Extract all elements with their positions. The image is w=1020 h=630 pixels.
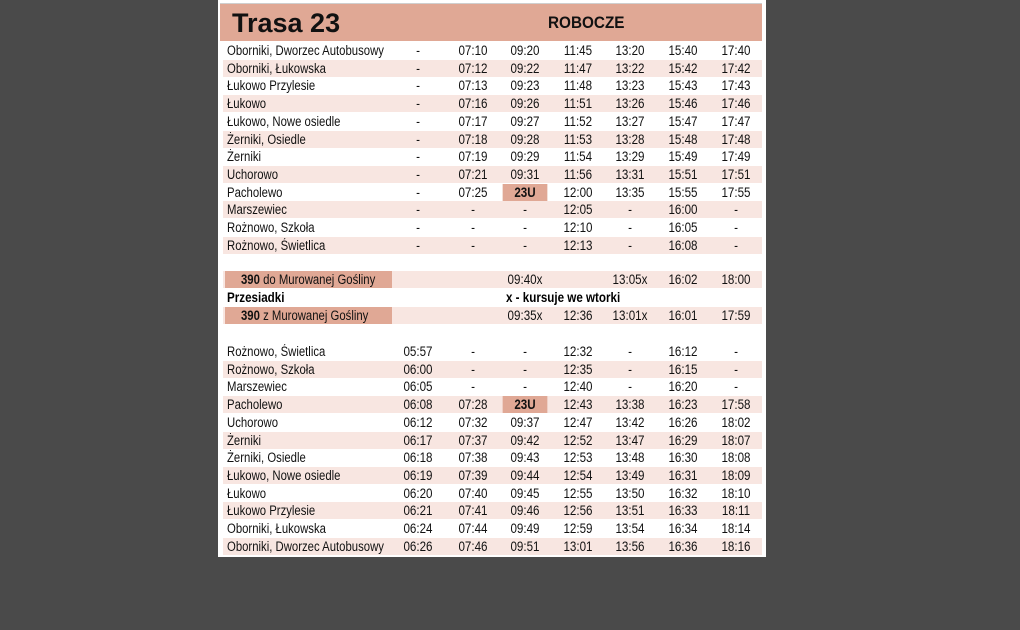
- departure-time: -: [471, 344, 475, 359]
- departure-time: 17:58: [721, 397, 751, 413]
- stop-name: Rożnowo, Świetlica: [227, 344, 326, 359]
- departure-time: 18:09: [721, 467, 751, 483]
- departure-time: 07:28: [458, 397, 488, 413]
- departure-time: 12:59: [563, 521, 593, 536]
- departure-time: -: [734, 237, 738, 253]
- departure-time: 07:16: [458, 96, 488, 112]
- departure-time: 11:47: [563, 60, 593, 76]
- departure-time: 17:47: [721, 113, 751, 129]
- transfers-label: Przesiadki: [227, 290, 285, 305]
- day-type-label: ROBOCZE: [548, 13, 625, 32]
- departure-time: 11:56: [563, 166, 593, 182]
- departure-time: 13:56: [615, 538, 645, 554]
- departure-time: 16:34: [668, 521, 698, 536]
- transfer-line-row: [223, 307, 762, 324]
- departure-time: 15:49: [668, 149, 698, 165]
- departure-time: 07:17: [458, 113, 488, 129]
- departure-time: 13:01: [563, 538, 593, 554]
- departure-time: -: [734, 344, 738, 359]
- stop-name: Łukowo: [227, 485, 267, 501]
- departure-time: 16:00: [668, 202, 698, 218]
- stop-name: Łukowo Przylesie: [227, 503, 316, 519]
- departure-time: -: [416, 202, 420, 218]
- departure-time: 16:05: [668, 220, 698, 235]
- departure-time: 16:30: [668, 450, 698, 466]
- departure-time: 09:27: [510, 113, 540, 129]
- line-label: [241, 307, 368, 324]
- departure-time: 09:29: [510, 149, 540, 165]
- departure-time: 09:43: [510, 450, 540, 466]
- stop-name: Rożnowo, Szkoła: [227, 361, 315, 377]
- departure-time: 17:40: [721, 43, 751, 58]
- stop-name: Pacholewo: [227, 397, 283, 413]
- stop-name: Oborniki, Łukowska: [227, 60, 326, 76]
- departure-time: -: [523, 379, 527, 395]
- timetable-row: [223, 520, 762, 537]
- departure-time: 06:21: [403, 503, 433, 519]
- line-direction: z Murowanej Gośliny: [263, 308, 369, 323]
- timetable-row: [223, 131, 762, 148]
- departure-time: 15:43: [668, 78, 698, 94]
- stop-name: Oborniki, Łukowska: [227, 521, 326, 536]
- departure-time: 09:31: [510, 166, 540, 182]
- route-title: Trasa 23: [232, 8, 341, 38]
- departure-time: 16:23: [668, 397, 698, 413]
- departure-time: 07:21: [458, 166, 488, 182]
- departure-time: 16:15: [668, 361, 698, 377]
- departure-time: 16:12: [668, 344, 698, 359]
- departure-time: 07:40: [458, 485, 488, 501]
- line-direction: do Murowanej Gośliny: [263, 272, 376, 287]
- line-label: [241, 271, 375, 288]
- timetable-row: [223, 237, 762, 254]
- timetable-row: [223, 414, 762, 431]
- timetable-row: [223, 343, 762, 360]
- departure-time: 09:37: [510, 414, 540, 430]
- departure-time: 07:19: [458, 149, 488, 165]
- departure-time: 06:12: [403, 414, 433, 430]
- departure-time: 12:35: [563, 361, 593, 377]
- departure-time: 23U: [503, 184, 548, 201]
- departure-time: 13:50: [615, 485, 645, 501]
- departure-time: 12:10: [563, 220, 593, 235]
- departure-time: -: [416, 237, 420, 253]
- line-tag: [225, 307, 392, 324]
- departure-time: 11:52: [563, 113, 593, 129]
- stop-name: Uchorowo: [227, 166, 279, 182]
- departure-time: 13:38: [615, 397, 645, 413]
- stop-name: Żerniki: [227, 432, 262, 448]
- departure-time: 16:08: [668, 237, 698, 253]
- departure-time: -: [523, 344, 527, 359]
- departure-time: -: [628, 344, 632, 359]
- departure-time: -: [416, 184, 420, 200]
- line-tag: [225, 271, 392, 288]
- departure-time: 07:44: [458, 521, 488, 536]
- departure-time: -: [416, 96, 420, 112]
- departure-time: 15:46: [668, 96, 698, 112]
- timetable-row: [223, 60, 762, 77]
- departure-time: 12:56: [563, 503, 593, 519]
- departure-time: 09:51: [510, 538, 540, 554]
- stop-name: Żerniki: [227, 149, 262, 165]
- departure-time: 16:29: [668, 432, 698, 448]
- departure-time: 17:48: [721, 131, 751, 147]
- departure-time: 12:40: [563, 379, 593, 395]
- departure-time: 06:08: [403, 397, 433, 413]
- stop-name: Łukowo: [227, 96, 267, 112]
- departure-time: 13:23: [615, 78, 645, 94]
- stop-name: Żerniki, Osiedle: [227, 450, 306, 466]
- timetable-header: [220, 3, 762, 41]
- departure-time: 06:26: [403, 538, 433, 554]
- departure-time: -: [734, 361, 738, 377]
- departure-time: -: [416, 131, 420, 147]
- departure-time: -: [523, 202, 527, 218]
- departure-time: 17:51: [721, 166, 751, 182]
- departure-time: 13:22: [615, 60, 645, 76]
- departure-time: 13:42: [615, 414, 645, 430]
- departure-time: 16:32: [668, 485, 698, 501]
- departure-time: 09:46: [510, 503, 540, 519]
- departure-time: 07:41: [458, 503, 488, 519]
- departure-time: 09:35x: [507, 308, 543, 323]
- departure-time: 07:39: [458, 467, 488, 483]
- departure-time: 13:27: [615, 113, 645, 129]
- stop-name: Łukowo, Nowe osiedle: [227, 467, 341, 483]
- departure-time: 13:31: [615, 166, 645, 182]
- departure-time: 06:20: [403, 485, 433, 501]
- line-number: 390: [241, 308, 260, 323]
- departure-time: 16:36: [668, 538, 698, 554]
- departure-time: 13:01x: [612, 308, 648, 323]
- stop-name: Oborniki, Dworzec Autobusowy: [227, 538, 384, 554]
- departure-time: 13:47: [615, 432, 645, 448]
- departure-time: 17:59: [721, 308, 751, 323]
- departure-time: 06:19: [403, 467, 433, 483]
- departure-time: 17:43: [721, 78, 751, 94]
- departure-time: 11:45: [563, 43, 593, 58]
- departure-time: -: [416, 43, 420, 58]
- timetable-row: [223, 184, 762, 201]
- departure-time: -: [628, 202, 632, 218]
- timetable-row: [223, 396, 762, 413]
- departure-time: 16:26: [668, 414, 698, 430]
- timetable-row: [223, 449, 762, 466]
- line-number: 390: [241, 272, 260, 287]
- timetable-row: [223, 485, 762, 502]
- departure-time: -: [734, 379, 738, 395]
- departure-time: 16:31: [668, 467, 698, 483]
- departure-time: 16:02: [668, 272, 698, 287]
- departure-time: 09:40x: [507, 272, 543, 287]
- timetable-row: [223, 467, 762, 484]
- departure-time: -: [416, 60, 420, 76]
- timetable-row: [223, 42, 762, 59]
- departure-time: 16:01: [668, 308, 698, 323]
- departure-time: 07:25: [458, 184, 488, 200]
- departure-time: 12:47: [563, 414, 593, 430]
- departure-time: 18:10: [721, 485, 751, 501]
- departure-time: -: [416, 220, 420, 235]
- timetable-sheet: [218, 0, 766, 557]
- departure-time: 09:42: [510, 432, 540, 448]
- departure-time: -: [628, 237, 632, 253]
- departure-time: 11:53: [563, 131, 593, 147]
- departure-time: 09:28: [510, 131, 540, 147]
- departure-time: 06:18: [403, 450, 433, 466]
- timetable-row: [223, 502, 762, 519]
- departure-time: 12:52: [563, 432, 593, 448]
- departure-time: -: [628, 220, 632, 235]
- transfer-line-row: [223, 271, 762, 288]
- departure-time: 17:46: [721, 96, 751, 112]
- transfers-footnote: x - kursuje we wtorki: [506, 290, 621, 305]
- departure-time: 16:20: [668, 379, 698, 395]
- departure-time: 07:37: [458, 432, 488, 448]
- departure-time: 09:49: [510, 521, 540, 536]
- departure-time: 09:44: [510, 467, 540, 483]
- stop-name: Oborniki, Dworzec Autobusowy: [227, 43, 384, 58]
- departure-time: 15:40: [668, 43, 698, 58]
- departure-time: 12:54: [563, 467, 593, 483]
- departure-time: 16:33: [668, 503, 698, 519]
- departure-time: -: [523, 361, 527, 377]
- departure-time: -: [416, 78, 420, 94]
- departure-time: 12:55: [563, 485, 593, 501]
- departure-time: 06:00: [403, 361, 433, 377]
- departure-time: 12:32: [563, 344, 593, 359]
- departure-time: 13:48: [615, 450, 645, 466]
- departure-time: 12:43: [563, 397, 593, 413]
- departure-time: 09:26: [510, 96, 540, 112]
- departure-time: -: [734, 202, 738, 218]
- departure-time: 17:49: [721, 149, 751, 165]
- stop-name: Marszewiec: [227, 202, 287, 218]
- stop-name: Rożnowo, Świetlica: [227, 237, 326, 253]
- stop-name: Łukowo, Nowe osiedle: [227, 113, 341, 129]
- departure-time: 18:08: [721, 450, 751, 466]
- departure-time: 13:51: [615, 503, 645, 519]
- departure-time: -: [416, 166, 420, 182]
- departure-time: 09:22: [510, 60, 540, 76]
- transfers-row: [223, 289, 762, 306]
- timetable-row: [223, 361, 762, 378]
- departure-time: 23U: [503, 396, 548, 413]
- departure-time: 07:18: [458, 131, 488, 147]
- departure-time: 12:36: [563, 308, 593, 323]
- departure-time: 13:20: [615, 43, 645, 58]
- departure-time: 13:35: [615, 184, 645, 200]
- departure-time: -: [471, 202, 475, 218]
- timetable-row: [223, 113, 762, 130]
- departure-time: 13:28: [615, 131, 645, 147]
- departure-time: 06:05: [403, 379, 433, 395]
- departure-time: 09:20: [510, 43, 540, 58]
- departure-time: 09:23: [510, 78, 540, 94]
- departure-time: 15:55: [668, 184, 698, 200]
- timetable-row: [223, 378, 762, 395]
- departure-time: 11:54: [563, 149, 593, 165]
- stop-name: Żerniki, Osiedle: [227, 131, 306, 147]
- stop-name: Łukowo Przylesie: [227, 78, 316, 94]
- departure-time: 13:49: [615, 467, 645, 483]
- timetable-row: [223, 219, 762, 236]
- departure-time: -: [471, 361, 475, 377]
- departure-time: 05:57: [403, 344, 433, 359]
- departure-time: -: [471, 237, 475, 253]
- departure-time: 15:48: [668, 131, 698, 147]
- departure-time: -: [628, 379, 632, 395]
- departure-time: 07:32: [458, 414, 488, 430]
- departure-time: -: [471, 379, 475, 395]
- timetable-row: [223, 538, 762, 555]
- departure-time: -: [416, 113, 420, 129]
- timetable-row: [223, 95, 762, 112]
- departure-time: 12:05: [563, 202, 593, 218]
- departure-time: 18:00: [721, 272, 751, 287]
- departure-time: -: [523, 237, 527, 253]
- departure-time: 18:16: [721, 538, 751, 554]
- departure-time: 18:14: [721, 521, 751, 536]
- departure-time: 06:17: [403, 432, 433, 448]
- departure-time: 13:05x: [612, 272, 648, 287]
- departure-time: 06:24: [403, 521, 433, 536]
- departure-time: 11:48: [563, 78, 593, 94]
- departure-time: 12:53: [563, 450, 593, 466]
- departure-time: 12:00: [563, 184, 593, 200]
- departure-time: 13:29: [615, 149, 645, 165]
- departure-time: -: [416, 149, 420, 165]
- stop-name: Marszewiec: [227, 379, 287, 395]
- departure-time: 11:51: [563, 96, 593, 112]
- timetable-row: [223, 432, 762, 449]
- departure-time: 15:47: [668, 113, 698, 129]
- departure-time: 18:02: [721, 414, 751, 430]
- stop-name: Uchorowo: [227, 414, 279, 430]
- departure-time: 13:26: [615, 96, 645, 112]
- stop-name: Rożnowo, Szkoła: [227, 220, 315, 235]
- departure-time: -: [628, 361, 632, 377]
- timetable-row: [223, 166, 762, 183]
- departure-time: -: [523, 220, 527, 235]
- timetable-row: [223, 201, 762, 218]
- timetable-row: [223, 77, 762, 94]
- departure-time: 15:42: [668, 60, 698, 76]
- departure-time: 07:10: [458, 43, 488, 58]
- departure-time: 17:42: [721, 60, 751, 76]
- departure-time: 09:45: [510, 485, 540, 501]
- departure-time: 17:55: [721, 184, 751, 200]
- departure-time: 07:13: [458, 78, 488, 94]
- departure-time: 13:54: [615, 521, 645, 536]
- departure-time: 15:51: [668, 166, 698, 182]
- departure-time: 18:11: [721, 503, 751, 519]
- stop-name: Pacholewo: [227, 184, 283, 200]
- departure-time: 07:38: [458, 450, 488, 466]
- departure-time: -: [734, 220, 738, 235]
- timetable-row: [223, 148, 762, 165]
- departure-time: 07:46: [458, 538, 488, 554]
- departure-time: 07:12: [458, 60, 488, 76]
- departure-time: -: [471, 220, 475, 235]
- departure-time: 12:13: [563, 237, 593, 253]
- departure-time: 18:07: [721, 432, 751, 448]
